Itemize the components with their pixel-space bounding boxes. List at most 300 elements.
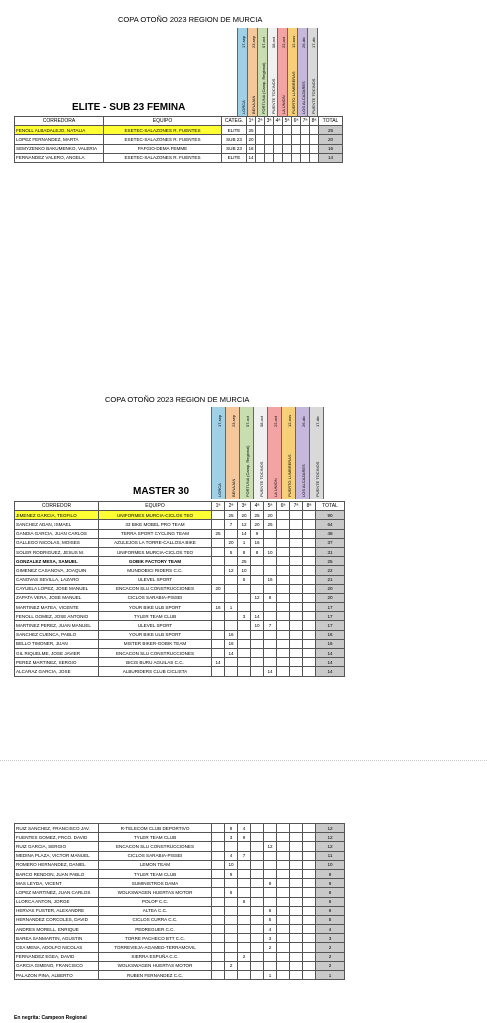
total-points: 31 [316, 547, 345, 556]
total-points: 17 [316, 612, 345, 621]
points-round-1 [212, 952, 225, 961]
round-column-3 [257, 28, 267, 116]
round-column-7 [295, 407, 309, 499]
points-round-1 [212, 557, 225, 566]
points-round-7 [290, 557, 303, 566]
total-points: 48 [316, 529, 345, 538]
category-cell: ELITE [222, 153, 247, 162]
points-round-6 [277, 603, 290, 612]
points-round-5: 14 [264, 667, 277, 676]
points-round-3 [238, 649, 251, 658]
team-name: YOUR BIKE ULB SPORT [99, 630, 212, 639]
points-round-8 [310, 135, 319, 144]
rider-name: GANDIA GARCIA, JUAN CARLOS [15, 529, 99, 538]
round-column-6 [287, 28, 297, 116]
round-date: 17-dic [310, 37, 316, 48]
table-row [15, 639, 345, 648]
points-round-2: 1 [225, 603, 238, 612]
team-name: WOLKSWAGEN HUERTAS MOTOR [99, 888, 212, 897]
rider-name: ANDRES MORELL, ENRIQUE [15, 925, 99, 934]
points-round-8 [303, 538, 316, 547]
points-round-4 [251, 952, 264, 961]
points-round-5: 20 [264, 511, 277, 520]
total-points: 12 [316, 842, 345, 851]
team-name: UNIFORMES MURCIA-CICLOS TEO [99, 547, 212, 556]
header-r8: 8ª [303, 502, 316, 511]
table-row [15, 612, 345, 621]
points-round-5: 12 [264, 842, 277, 851]
points-round-2 [225, 667, 238, 676]
points-round-6 [277, 934, 290, 943]
category-cell: SUB 23 [222, 144, 247, 153]
round-date: 12-nov [286, 414, 292, 427]
points-round-6 [277, 952, 290, 961]
points-round-8 [303, 667, 316, 676]
points-round-1 [212, 566, 225, 575]
points-round-5 [264, 869, 277, 878]
round-venue: BENAJAN [250, 95, 256, 114]
round-date: 08-oct [258, 415, 264, 427]
header-rider: CORREDOR [15, 502, 99, 511]
points-round-2 [225, 593, 238, 602]
header-r3: 3ª [238, 502, 251, 511]
points-round-4 [251, 639, 264, 648]
points-round-7 [290, 925, 303, 934]
table-row [15, 135, 343, 144]
points-round-2: 16 [225, 639, 238, 648]
points-round-7 [290, 529, 303, 538]
points-round-8 [303, 511, 316, 520]
points-round-3: 5 [238, 575, 251, 584]
points-round-3 [238, 860, 251, 869]
header-r8: 8ª [310, 117, 319, 126]
team-name: SUMINISTROS DAMA [99, 879, 212, 888]
points-round-5 [264, 557, 277, 566]
total-points: 16 [316, 630, 345, 639]
points-round-6 [277, 667, 290, 676]
points-round-2 [225, 943, 238, 952]
round-column-8 [309, 407, 324, 499]
points-round-7 [301, 135, 310, 144]
header-r7: 7ª [290, 502, 303, 511]
points-round-4: 16 [251, 538, 264, 547]
points-round-6 [277, 630, 290, 639]
team-name: ENCACON SLU CONSTRUCCIONES [99, 584, 212, 593]
round-date: 26-dic [300, 416, 306, 427]
points-round-5 [264, 649, 277, 658]
total-points: 11 [316, 851, 345, 860]
points-round-5 [264, 612, 277, 621]
header-r4: 4ª [274, 117, 283, 126]
points-round-8 [303, 603, 316, 612]
rider-name: MAS LEYDA, VICENT [15, 879, 99, 888]
total-points: 20 [316, 584, 345, 593]
rider-name: LOPEZ MARTINEZ, JUAN CARLOS [15, 888, 99, 897]
points-round-3 [265, 144, 274, 153]
points-round-3 [238, 842, 251, 851]
round-date: 17-sep [240, 35, 246, 48]
points-round-8 [303, 934, 316, 943]
table-row [15, 952, 345, 961]
round-venue: LORCA [216, 483, 222, 497]
points-round-8 [303, 520, 316, 529]
points-round-8 [303, 833, 316, 842]
points-round-5 [264, 529, 277, 538]
points-round-8 [303, 961, 316, 970]
header-categ: CATEG. [222, 117, 247, 126]
table-row [15, 879, 345, 888]
points-round-8 [303, 971, 316, 980]
team-name: TERRA SPORT CYCLING TEAM [99, 529, 212, 538]
team-name: TYLER TEAM CLUB [99, 833, 212, 842]
points-round-3: 12 [238, 520, 251, 529]
points-round-8 [303, 575, 316, 584]
points-round-5 [264, 851, 277, 860]
points-round-7 [301, 144, 310, 153]
team-name: TYLER TEAM CLUB [99, 869, 212, 878]
master-table [14, 501, 345, 677]
points-round-8 [303, 888, 316, 897]
points-round-8 [310, 144, 319, 153]
points-round-8 [310, 153, 319, 162]
table-row [15, 575, 345, 584]
points-round-6 [277, 915, 290, 924]
points-round-8 [303, 860, 316, 869]
team-name: TYLER TEAM CLUB [99, 612, 212, 621]
rider-name: GIL RIQUELME, JOSE JAVIER [15, 649, 99, 658]
points-round-1 [212, 934, 225, 943]
rider-name: PALAZON PINA, ALBERTO [15, 971, 99, 980]
table-row [15, 126, 343, 135]
points-round-3: 1 [238, 538, 251, 547]
points-round-1 [212, 851, 225, 860]
points-round-4 [274, 153, 283, 162]
total-points: 4 [316, 925, 345, 934]
points-round-6 [277, 621, 290, 630]
points-round-4 [251, 833, 264, 842]
points-round-3: 14 [238, 529, 251, 538]
round-date: 17-sep [216, 414, 222, 427]
points-round-5 [283, 144, 292, 153]
rider-name: FENOLL GOMEZ, JOSE ANTONIO [15, 612, 99, 621]
total-points: 90 [316, 511, 345, 520]
table-row [15, 860, 345, 869]
round-column-8 [307, 28, 318, 116]
header-r5: 5ª [283, 117, 292, 126]
round-column-5 [277, 28, 287, 116]
points-round-2: 20 [225, 538, 238, 547]
points-round-1 [212, 575, 225, 584]
points-round-5 [264, 952, 277, 961]
points-round-7 [290, 906, 303, 915]
points-round-1 [212, 547, 225, 556]
points-round-6 [277, 961, 290, 970]
total-points: 64 [316, 520, 345, 529]
rider-name: ZAPATA VERA, JOSE MANUEL [15, 593, 99, 602]
points-round-7 [290, 621, 303, 630]
points-round-1 [212, 971, 225, 980]
round-date: 22-oct [280, 36, 286, 48]
points-round-2 [225, 879, 238, 888]
round-column-6 [281, 407, 295, 499]
points-round-2: 5 [225, 547, 238, 556]
table-row [15, 971, 345, 980]
points-round-2: 25 [225, 511, 238, 520]
points-round-2: 8 [225, 824, 238, 833]
points-round-6 [277, 824, 290, 833]
points-round-2 [256, 126, 265, 135]
points-round-3: 25 [238, 557, 251, 566]
round-venue: LA UNION [272, 478, 278, 497]
points-round-1 [212, 630, 225, 639]
points-round-7 [290, 538, 303, 547]
team-name: UNIFORMES MURCIA-CICLOS TEO [99, 511, 212, 520]
round-venue: PUENTE TOCINOS [270, 78, 276, 114]
points-round-2 [225, 529, 238, 538]
round-date: 26-dic [300, 37, 306, 48]
table-row [15, 538, 345, 547]
points-round-7 [290, 667, 303, 676]
round-date: 17-dic [314, 416, 320, 427]
points-round-1 [212, 897, 225, 906]
rider-name: SOLER RODRIGUEZ, JESUS M. [15, 547, 99, 556]
points-round-1: 25 [247, 126, 256, 135]
points-round-7 [290, 630, 303, 639]
table-row [15, 915, 345, 924]
points-round-6 [277, 584, 290, 593]
points-round-2 [225, 842, 238, 851]
points-round-3 [238, 658, 251, 667]
total-points: 6 [316, 888, 345, 897]
points-round-4 [251, 888, 264, 897]
total-points: 14 [316, 649, 345, 658]
header-r7: 7ª [301, 117, 310, 126]
rounds-header-master [211, 407, 324, 499]
points-round-2 [256, 135, 265, 144]
points-round-4 [251, 934, 264, 943]
points-round-1 [212, 888, 225, 897]
points-round-4 [274, 144, 283, 153]
round-column-3 [239, 407, 253, 499]
rider-name: JIMENEZ GARCIA, TEOFILO [15, 511, 99, 520]
team-name: CICLOS SARABIA-PISSEI [99, 851, 212, 860]
points-round-8 [303, 842, 316, 851]
footnote: En negrita: Campeon Regional [14, 1015, 87, 1021]
points-round-1 [212, 925, 225, 934]
points-round-6 [277, 538, 290, 547]
table-row [15, 943, 345, 952]
points-round-4 [251, 943, 264, 952]
header-r6: 6ª [277, 502, 290, 511]
points-round-3 [238, 961, 251, 970]
total-points: 9 [316, 879, 345, 888]
points-round-3 [238, 593, 251, 602]
points-round-5: 7 [264, 621, 277, 630]
points-round-7 [290, 824, 303, 833]
team-name: ESETEC-SALAZONES R. FUENTES [104, 153, 222, 162]
header-rider: CORREDORA [15, 117, 104, 126]
table-row [15, 851, 345, 860]
points-round-3 [238, 603, 251, 612]
rider-name: HERVAS FUSTER, ALEXANDRE [15, 906, 99, 915]
points-round-2 [225, 575, 238, 584]
points-round-8 [303, 906, 316, 915]
points-round-3 [238, 943, 251, 952]
points-round-5 [283, 126, 292, 135]
points-round-8 [303, 925, 316, 934]
round-venue: FORTUNA (Camp. Regional) [260, 62, 266, 114]
table-row [15, 842, 345, 851]
points-round-7 [290, 603, 303, 612]
team-name: ENCACON SLU CONSTRUCCIONES [99, 649, 212, 658]
points-round-8 [303, 649, 316, 658]
team-name: YOUR BIKE ULB SPORT [99, 603, 212, 612]
table-row [15, 961, 345, 970]
points-round-1 [212, 943, 225, 952]
round-venue: PUENTE TOCINOS [314, 461, 320, 497]
points-round-5: 6 [264, 906, 277, 915]
points-round-8 [303, 824, 316, 833]
points-round-6 [277, 906, 290, 915]
points-round-3: 6 [238, 897, 251, 906]
team-name: RUBEN FERNANDEZ C.C. [99, 971, 212, 980]
round-venue: PUERTO LUMBRERAS [290, 71, 296, 114]
points-round-7 [290, 547, 303, 556]
team-name: WOLKSWAGEN HUERTAS MOTOR [99, 961, 212, 970]
table-row [15, 593, 345, 602]
rider-name: FERNANDEZ VALERO, ANGELA [15, 153, 104, 162]
points-round-5 [264, 658, 277, 667]
points-round-3 [265, 126, 274, 135]
rider-name: ALCARAZ GARCIA, JOSE [15, 667, 99, 676]
table-row [15, 833, 345, 842]
points-round-5 [264, 860, 277, 869]
points-round-6 [277, 612, 290, 621]
points-round-6 [277, 943, 290, 952]
points-round-5: 16 [264, 575, 277, 584]
points-round-1 [212, 649, 225, 658]
points-round-3: 4 [238, 824, 251, 833]
points-round-3 [238, 915, 251, 924]
points-round-6 [277, 925, 290, 934]
round-column-1 [237, 28, 247, 116]
points-round-4 [251, 869, 264, 878]
header-total: TOTAL [316, 502, 345, 511]
team-name: LEMON TEAM [99, 860, 212, 869]
points-round-3 [238, 934, 251, 943]
rider-name: FENOLL ALBADALEJO, NATALIA [15, 126, 104, 135]
points-round-3: 7 [238, 851, 251, 860]
header-r2: 2ª [256, 117, 265, 126]
table-row [15, 557, 345, 566]
points-round-2: 4 [225, 851, 238, 860]
points-round-8 [303, 612, 316, 621]
team-name: GOBIK FACTORY TEAM [99, 557, 212, 566]
points-round-2: 14 [225, 649, 238, 658]
points-round-6 [277, 897, 290, 906]
round-venue: FORTUNA (Camp. Regional) [244, 445, 250, 497]
points-round-1 [212, 961, 225, 970]
points-round-8 [303, 557, 316, 566]
points-round-3: 3 [238, 612, 251, 621]
points-round-6 [277, 511, 290, 520]
total-points: 25 [319, 126, 343, 135]
total-points: 16 [316, 639, 345, 648]
points-round-4 [251, 906, 264, 915]
points-round-1 [212, 621, 225, 630]
points-round-6 [277, 593, 290, 602]
points-round-6 [277, 566, 290, 575]
points-round-5 [264, 538, 277, 547]
round-venue: PUERTO LUMBRERAS [286, 454, 292, 497]
points-round-4 [251, 584, 264, 593]
points-round-4: 12 [251, 593, 264, 602]
points-round-7 [290, 943, 303, 952]
points-round-3: 10 [238, 566, 251, 575]
points-round-6 [292, 153, 301, 162]
points-round-4 [251, 603, 264, 612]
points-round-1: 25 [212, 529, 225, 538]
points-round-2: 2 [225, 961, 238, 970]
header-r2: 2ª [225, 502, 238, 511]
points-round-2 [225, 557, 238, 566]
points-round-4 [251, 971, 264, 980]
points-round-2 [225, 897, 238, 906]
team-name: R-TELECOM CLUB DEPORTIVO [99, 824, 212, 833]
table-row [15, 584, 345, 593]
total-points: 20 [316, 593, 345, 602]
round-date: 12-nov [290, 35, 296, 48]
points-round-1 [212, 869, 225, 878]
points-round-7 [290, 833, 303, 842]
team-name: TORREVIEJA-AGAMED-TERRAMOVIL [99, 943, 212, 952]
points-round-1 [212, 593, 225, 602]
points-round-8 [303, 584, 316, 593]
rider-name: PEREZ MARTINEZ, SERGIO [15, 658, 99, 667]
total-points: 22 [316, 566, 345, 575]
points-round-3 [238, 584, 251, 593]
points-round-2 [256, 153, 265, 162]
points-round-4 [251, 575, 264, 584]
points-round-6 [277, 833, 290, 842]
points-round-7 [290, 842, 303, 851]
round-column-2 [225, 407, 239, 499]
points-round-5: 4 [264, 925, 277, 934]
points-round-6 [277, 879, 290, 888]
points-round-6 [277, 639, 290, 648]
round-venue: LOS ALCAZARES [300, 81, 306, 114]
points-round-3 [265, 153, 274, 162]
points-round-3: 8 [238, 547, 251, 556]
team-name: ALTEA C.C. [99, 906, 212, 915]
table-row [15, 934, 345, 943]
points-round-3 [238, 925, 251, 934]
points-round-4 [251, 961, 264, 970]
total-points: 2 [316, 961, 345, 970]
rider-name: SANCHEZ CUENCA, PABLO [15, 630, 99, 639]
rider-name: BELLO TIMONER, JUAN [15, 639, 99, 648]
points-round-1 [212, 639, 225, 648]
points-round-2: 16 [225, 630, 238, 639]
page-divider [0, 760, 487, 761]
round-venue: PUENTE TOCINOS [258, 461, 264, 497]
points-round-2 [225, 621, 238, 630]
points-round-7 [290, 897, 303, 906]
category-cell: ELITE [222, 126, 247, 135]
points-round-5 [264, 888, 277, 897]
points-round-4 [251, 879, 264, 888]
team-name: PEDREGUER C.C. [99, 925, 212, 934]
